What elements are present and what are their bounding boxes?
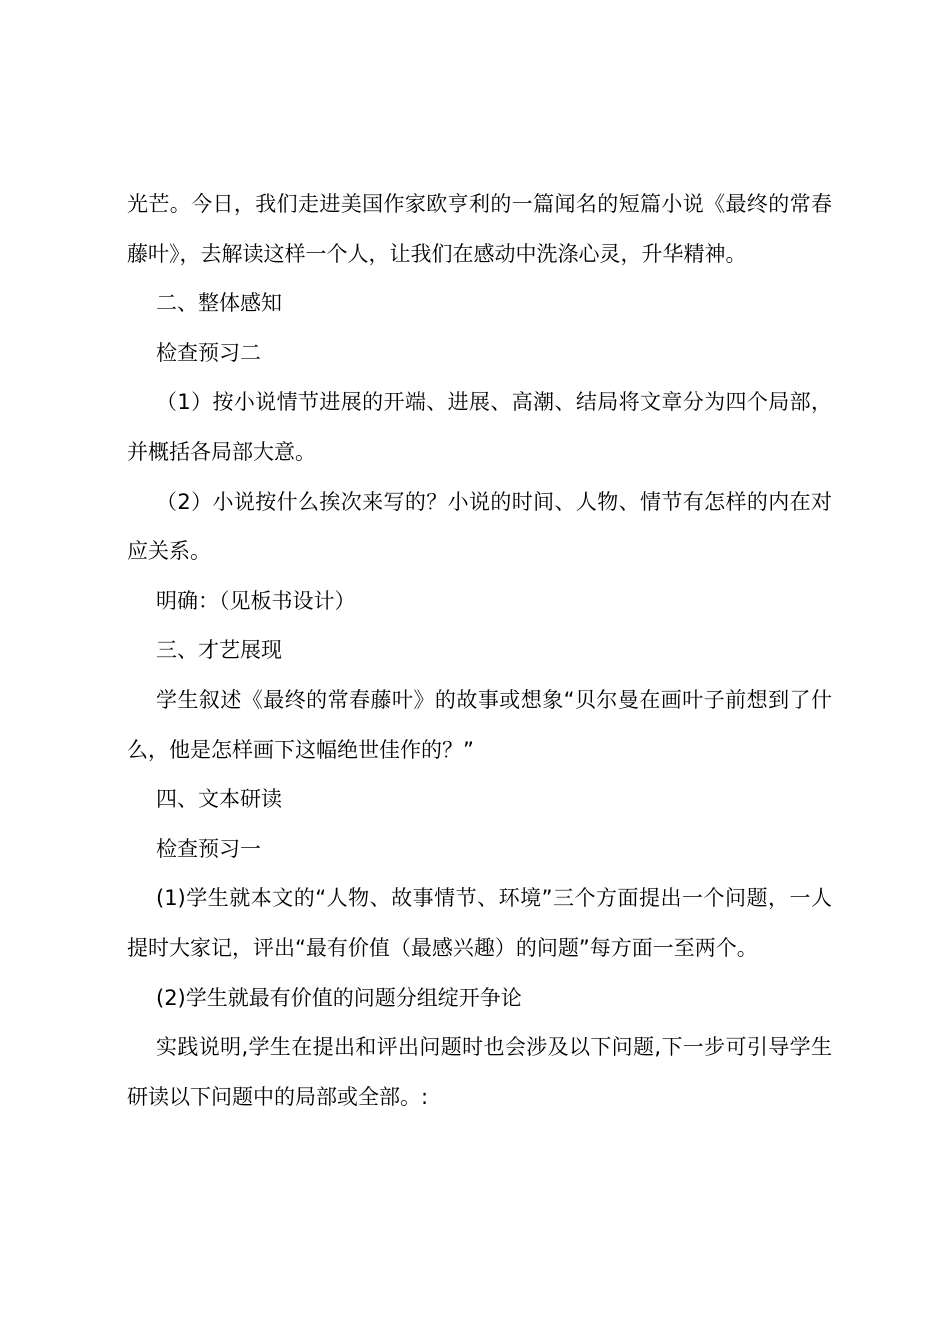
clarification: 明确：（见板书设计） — [156, 588, 356, 613]
study-task-1: (1)学生就本文的“人物、故事情节、环境”三个方面提出一个问题，一人提时大家记，评出“最有价值（最感兴趣）的问题”每方面一至两个。 — [127, 886, 832, 960]
subheading-preview-check-1: 检查预习一 — [156, 836, 261, 861]
practice-note: 实践说明,学生在提出和评出问题时也会涉及以下问题,下一步可引导学生研读以下问题中的局部或全部。: — [127, 1035, 832, 1109]
question-2: （2）小说按什么挨次来写的？小说的时间、人物、情节有怎样的内在对应关系。 — [127, 489, 832, 564]
section-heading-text-study: 四、文本研读 — [156, 787, 282, 812]
section-heading-talent-show: 三、才艺展现 — [156, 638, 282, 663]
section-heading-overall-perception: 二、整体感知 — [156, 291, 282, 316]
question-1: （1）按小说情节进展的开端、进展、高潮、结局将文章分为四个局部，并概括各局部大意。 — [127, 390, 832, 464]
paragraph-intro-continued: 光芒。今日，我们走进美国作家欧亨利的一篇闻名的短篇小说《最终的常春藤叶》，去解读这样一个人，让我们在感动中洗涤心灵，升华精神。 — [127, 192, 832, 266]
talent-show-task: 学生叙述《最终的常春藤叶》的故事或想象“贝尔曼在画叶子前想到了什么，他是怎样画下这幅绝世佳作的？” — [127, 687, 832, 762]
study-task-2: (2)学生就最有价值的问题分组绽开争论 — [156, 985, 522, 1010]
document-body — [127, 180, 832, 1122]
subheading-preview-check-2: 检查预习二 — [156, 340, 261, 365]
